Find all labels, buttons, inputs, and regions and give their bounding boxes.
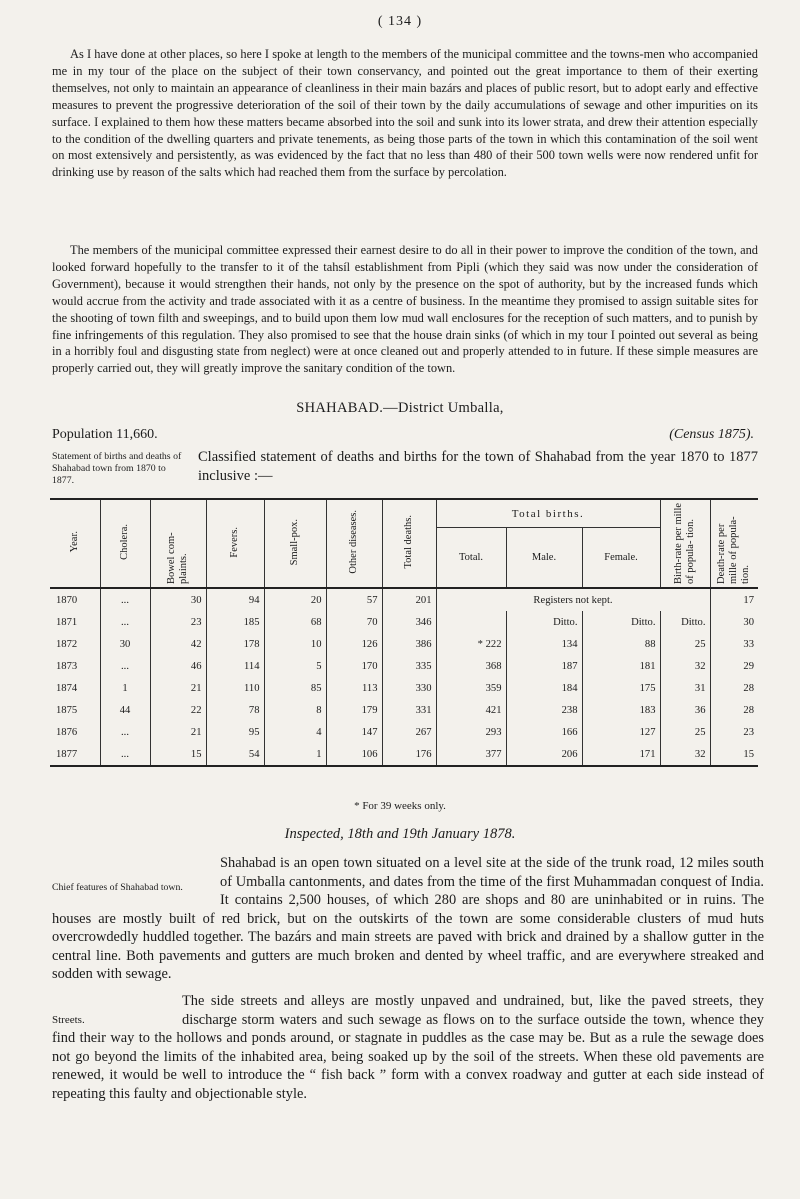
cell-year: 1877 — [50, 743, 100, 766]
table-row — [50, 677, 758, 699]
table-row — [50, 655, 758, 677]
cell-birth-rate: 25 — [660, 721, 710, 743]
header-smallpox: Small-pox. — [264, 499, 326, 588]
cell-birth-rate: 31 — [660, 677, 710, 699]
cell-smallpox: 85 — [264, 677, 326, 699]
cell-fevers: 185 — [206, 611, 264, 633]
cell-death-rate: 29 — [743, 660, 754, 672]
cell-total: 293 — [436, 721, 506, 743]
cell-female: 183 — [582, 699, 660, 721]
table-row — [50, 633, 758, 655]
cell-bowel: 30 — [150, 588, 206, 611]
cell-other: 113 — [326, 677, 382, 699]
cell-female: Ditto. — [582, 611, 660, 633]
cell-smallpox: 1 — [264, 743, 326, 766]
cell-total: 359 — [436, 677, 506, 699]
cell-fevers: 94 — [206, 588, 264, 611]
cell-female: 88 — [582, 633, 660, 655]
population: Population 11,660. — [52, 427, 158, 442]
cell-other: 106 — [326, 743, 382, 766]
margin-note-statement: Statement of births and deaths of Shahabad town from 1870 to 1877. — [52, 451, 182, 486]
cell-total-deaths: 386 — [382, 633, 436, 655]
cell-total: * 222 — [436, 633, 506, 655]
cell-total-deaths: 176 — [382, 743, 436, 766]
cell-male: 238 — [506, 699, 582, 721]
cell-year: 1871 — [50, 611, 100, 633]
cell-other: 179 — [326, 699, 382, 721]
paragraph-committee: The members of the municipal committee expressed their earnest desire to do all in their power to improve the condition of the town, and looked forward hopefully to the transfer to it of the tahsíl establishment from Pipli (which they said was now under the consideration of Government), because it would strengthen their hands, not only by the presence on the spot of authority, but by the increased funds which would accrue from the activity and trade associated with it as a centre of business. In the meantime they promised to assign suitable sites for the shooting of town filth and sweepings, and to build upon them low mud wall enclosures for the reception of such matters, and to punish by fine infringements of this regulation. They also promised to see that the house drain sinks (of which in my tour I pointed out several as being in a horribly foul and disgusting state from neglect) were at once cleaned out and properly attended to in future. If these simple measures are properly carried out, they will greatly improve the sanitary condition of the town. — [52, 243, 758, 376]
births-deaths-table — [50, 498, 758, 767]
census-note: (Census 1875). — [669, 427, 754, 442]
header-bowel: Bowel com- plaints. — [150, 499, 206, 588]
streets-text: The side streets and alleys are mostly unpaved and undrained, but, like the paved streets, they discharge storm waters and such sewage as flows on to the surface outside the town, whence they find their way to the hollows and ponds around, or stagnate in puddles as the case may be. But as a rule the sewage does not go beyond the limits of the inhabited area, being soaked up by the soil of the streets. When these old pavements are renewed, it would be well to introduce the “ fish back ” form with a convex roadway and gutter at each side instead of repeating this faulty and objectionable style. — [52, 993, 764, 1102]
cell-male: 166 — [506, 721, 582, 743]
cell-cholera: 30 — [100, 633, 150, 655]
cell-total-deaths: 335 — [382, 655, 436, 677]
cell-birth-rate: 25 — [660, 633, 710, 655]
cell-bowel: 42 — [150, 633, 206, 655]
cell-total: 421 — [436, 699, 506, 721]
cell-total-deaths: 346 — [382, 611, 436, 633]
cell-fevers: 114 — [206, 655, 264, 677]
cell-cholera: 44 — [100, 699, 150, 721]
table-caption: Classified statement of deaths and births for the town of Shahabad from the year 1870 to 1877 inclusive :— — [198, 449, 758, 484]
header-total-births: Total births. — [436, 499, 660, 528]
cell-fevers: 178 — [206, 633, 264, 655]
cell-bowel: 22 — [150, 699, 206, 721]
cell-bowel: 23 — [150, 611, 206, 633]
cell-smallpox: 4 — [264, 721, 326, 743]
inspected-date: Inspected, 18th and 19th January 1878. — [284, 826, 516, 842]
cell-death-rate: 30 — [743, 616, 754, 628]
cell-total: 377 — [436, 743, 506, 766]
header-year: Year. — [50, 499, 100, 588]
cell-fevers: 78 — [206, 699, 264, 721]
cell-death-rate: 15 — [710, 743, 758, 766]
cell-birth-rate: Ditto. — [660, 611, 710, 633]
cell-male: 184 — [506, 677, 582, 699]
cell-total — [436, 611, 506, 633]
cell-other: 70 — [326, 611, 382, 633]
header-female: Female. — [582, 528, 660, 588]
cell-year: 1870 — [50, 588, 100, 611]
cell-year: 1874 — [50, 677, 100, 699]
cell-death-rate: 17 — [743, 594, 754, 606]
cell-male: 134 — [506, 633, 582, 655]
table-row — [50, 721, 758, 743]
cell-other: 147 — [326, 721, 382, 743]
cell-death-rate: 28 — [743, 682, 754, 694]
cell-fevers: 110 — [206, 677, 264, 699]
cell-male: 206 — [506, 743, 582, 766]
cell-death-rate: 23 — [743, 726, 754, 738]
paragraph-chief-features — [52, 854, 764, 984]
cell-total-deaths: 330 — [382, 677, 436, 699]
cell-smallpox: 68 — [264, 611, 326, 633]
cell-total: 368 — [436, 655, 506, 677]
cell-cholera: ... — [100, 743, 150, 766]
cell-fevers: 95 — [206, 721, 264, 743]
header-cholera: Cholera. — [100, 499, 150, 588]
paragraph-streets — [52, 992, 764, 1103]
header-other: Other diseases. — [326, 499, 382, 588]
chief-features-text: Shahabad is an open town situated on a level site at the side of the trunk road, 12 miles south of Umballa cantonments, and dates from the time of the first Muhammadan conquest of India. It contains 2,500 houses, of which 280 are shops and 80 are uninhabited or in ruins. The houses are mostly built of red brick, but on the outskirts of the town are some considerable clusters of mud huts overcrowdedly huddled together. The bazárs and main streets are paved with brick and drained by a shallow gutter in the central line. Both pavements and gutters are much broken and dented by wheel traffic, and are everywhere streaked and sodden with sewage. — [52, 855, 764, 982]
margin-note-chief-features: Chief features of Shahabad town. — [52, 882, 183, 893]
table-row — [50, 699, 758, 721]
cell-other: 126 — [326, 633, 382, 655]
cell-female: 171 — [582, 743, 660, 766]
cell-bowel: 15 — [150, 743, 206, 766]
cell-female: 181 — [582, 655, 660, 677]
cell-birth-rate: 36 — [660, 699, 710, 721]
paragraph-conservancy: As I have done at other places, so here I spoke at length to the members of the municipal committee and the towns-men who accompanied me in my tour of the place on the subject of their town conservancy, and pointed out the great importance to them of their exerting themselves, not only to maintain an appearance of cleanliness in their main bazárs and places of public resort, but to adopt early and effective measures to prevent the progressive deterioration of the soil of their town by the daily accumulations of sewage and other impurities on its surface. I explained to them how these matters became absorbed into the soil and sunk into its lower strata, and drew their attention especially to the condition of the dwelling quarters and private tenements, as being those parts of the town in which this contamination of the soil went on most extensively and persistently, as was evidenced by the fact that no less than 480 of their 500 town wells were now rendered unfit for drinking use by reason of the salts which had reached them from the surface by percolation. — [52, 47, 758, 180]
header-death-rate: Death-rate per mille of popula- tion. — [710, 499, 758, 588]
margin-note-streets: Streets. — [52, 1014, 85, 1026]
cell-smallpox: 20 — [264, 588, 326, 611]
header-total-deaths: Total deaths. — [382, 499, 436, 588]
cell-cholera: ... — [100, 721, 150, 743]
cell-bowel: 46 — [150, 655, 206, 677]
cell-cholera: ... — [100, 611, 150, 633]
cell-birth-rate: 32 — [660, 655, 710, 677]
cell-cholera: 1 — [100, 677, 150, 699]
header-fevers: Fevers. — [206, 499, 264, 588]
header-male: Male. — [506, 528, 582, 588]
section-heading: SHAHABAD.—District Umballa, — [296, 400, 504, 416]
cell-male: Ditto. — [506, 611, 582, 633]
cell-smallpox: 5 — [264, 655, 326, 677]
table-row — [50, 611, 758, 633]
cell-year: 1876 — [50, 721, 100, 743]
cell-total-deaths: 267 — [382, 721, 436, 743]
cell-female: 175 — [582, 677, 660, 699]
cell-year: 1872 — [50, 633, 100, 655]
cell-bowel: 21 — [150, 677, 206, 699]
cell-cholera: ... — [100, 588, 150, 611]
cell-other: 170 — [326, 655, 382, 677]
cell-total-deaths: 331 — [382, 699, 436, 721]
cell-registers-note: Registers not kept. — [436, 588, 710, 611]
table-row — [50, 743, 758, 766]
cell-other: 57 — [326, 588, 382, 611]
cell-male: 187 — [506, 655, 582, 677]
cell-year: 1873 — [50, 655, 100, 677]
cell-female: 127 — [582, 721, 660, 743]
header-total: Total. — [436, 528, 506, 588]
cell-fevers: 54 — [206, 743, 264, 766]
cell-bowel: 21 — [150, 721, 206, 743]
cell-birth-rate: 32 — [660, 743, 710, 766]
cell-smallpox: 10 — [264, 633, 326, 655]
cell-death-rate: 28 — [743, 704, 754, 716]
cell-year: 1875 — [50, 699, 100, 721]
cell-total-deaths: 201 — [382, 588, 436, 611]
cell-smallpox: 8 — [264, 699, 326, 721]
footnote: * For 39 weeks only. — [354, 800, 446, 812]
page-number: ( 134 ) — [377, 14, 423, 29]
header-birth-rate: Birth-rate per mille of popula- tion. — [660, 499, 710, 588]
cell-death-rate: 33 — [743, 638, 754, 650]
table-row — [50, 588, 758, 611]
cell-cholera: ... — [100, 655, 150, 677]
